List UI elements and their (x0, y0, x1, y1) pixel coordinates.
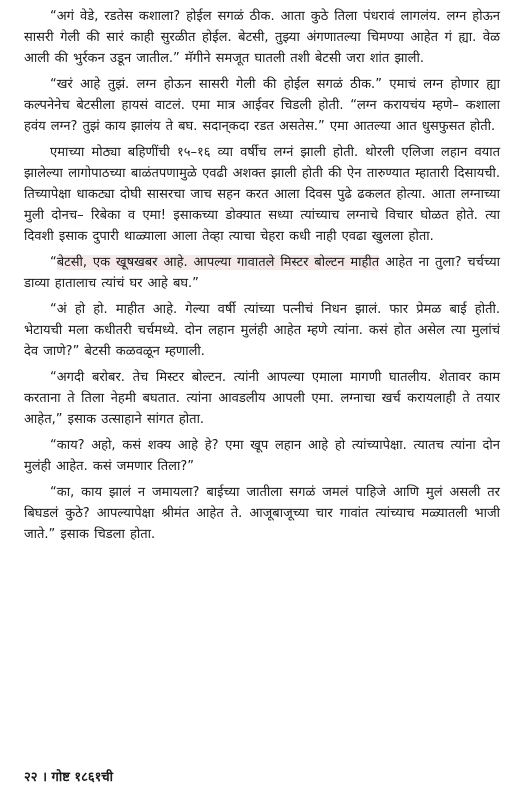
paragraph-4-open-quote: “ (50, 255, 57, 270)
paragraph-4 (24, 252, 500, 294)
page-footer (24, 768, 113, 788)
paragraph-3: एमाच्या मोठ्या बहिणींची १५–१६ व्या वर्षीच लग्नं झाली होती. थोरली एलिजा लहान वयात झालेल्या लागोपाठच्या बाळंतपणामुळे एवढी अशक्त झाली होती की ऐन तारुण्यात म्हातारी दिसायची. तिच्यापेक्षा धाकट्या दोघी सासरचा जाच सहन करत आला दिवस पुढे ढकलत होत्या. आता लग्नाच्या मुली दोनच– रिबेका व एमा! इसाकच्या डोक्यात सध्या त्यांच्याच लग्नाचे विचार घोळत होते. त्या दिवशी इसाक दुपारी थाळ्याला आला तेव्हा त्याचा चेहरा कधी नाही एवढा खुलला होता. (24, 145, 500, 244)
paragraph-4-rest: आहेत ना तुला? चर्चच्या डाव्या हातालाच त्यांचं घर आहे बघ.” (24, 255, 500, 291)
page-number: २२ (24, 770, 38, 785)
paragraph-8: “का, काय झालं न जमायला? बाईच्या जातीला सगळं जमलं पाहिजे आणि मुलं असली तर बिघडलं कुठे? आपल्यापेक्षा श्रीमंत आहेत ते. आजूबाजूच्या चार गावांत त्यांच्याच मळ्यातली भाजी जाते.” इसाक चिडला होता. (24, 485, 500, 542)
paragraph-6: “अगदी बरोबर. तेच मिस्टर बोल्टन. त्यांनी आपल्या एमाला मागणी घातलीय. शेतावर काम करताना ते तिला नेहमी बघतात. त्यांना आवडलीय आपली एमा. लग्नाचा खर्च करायलाही ते तयार आहेत,” इसाक उत्साहाने सांगत होता. (24, 370, 500, 427)
footer-separator: । (42, 770, 47, 785)
paragraph-7: “काय? अहो, कसं शक्य आहे हे? एमा खूप लहान आहे हो त्यांच्यापेक्षा. त्यातच त्यांना दोन मुलंही आहेत. कसं जमणार तिला?” (24, 438, 500, 474)
paragraph-2: “खरं आहे तुझं. लग्न होऊन सासरी गेली की होईल सगळं ठीक.” एमाचं लग्न होणार ह्या कल्पनेनेच बेटसीला हायसं वाटलं. एमा मात्र आईवर चिडली होती. “लग्न करायचंय म्हणे– कशाला हवंय लग्न? तुझं काय झालंय ते बघ. सदान्‌कदा रडत असतेस.” एमा आतल्या आत धुसफुसत होती. (24, 77, 500, 134)
highlighted-phrase: बेटसी, एक खूषखबर आहे. आपल्या गावातले मिस्टर बोल्टन माहीत (56, 255, 380, 270)
paragraph-5: “अं हो हो. माहीत आहे. गेल्या वर्षी त्यांच्या पत्नीचं निधन झालं. फार प्रेमळ बाई होती. भेटायची मला कधीतरी चर्चमध्ये. दोन लहान मुलंही आहेत म्हणे त्यांना. कसं होत असेल त्या मुलांचं देव जाणे?” बेटसी कळवळून म्हणाली. (24, 302, 500, 359)
book-title: गोष्ट १८६१ची (51, 770, 113, 785)
paragraph-1: “अगं वेडे, रडतेस कशाला? होईल सगळं ठीक. आता कुठे तिला पंधरावं लागलंय. लग्न होऊन सासरी गेली की सारं काही सुरळीत होईल. बेटसी, तुझ्या अंगणातल्या चिमण्या आहेत गं ह्या. वेळ आली की भुर्रकन उडून जातील.” मॅगीने समजूत घातली तशी बेटसी जरा शांत झाली. (24, 9, 500, 66)
